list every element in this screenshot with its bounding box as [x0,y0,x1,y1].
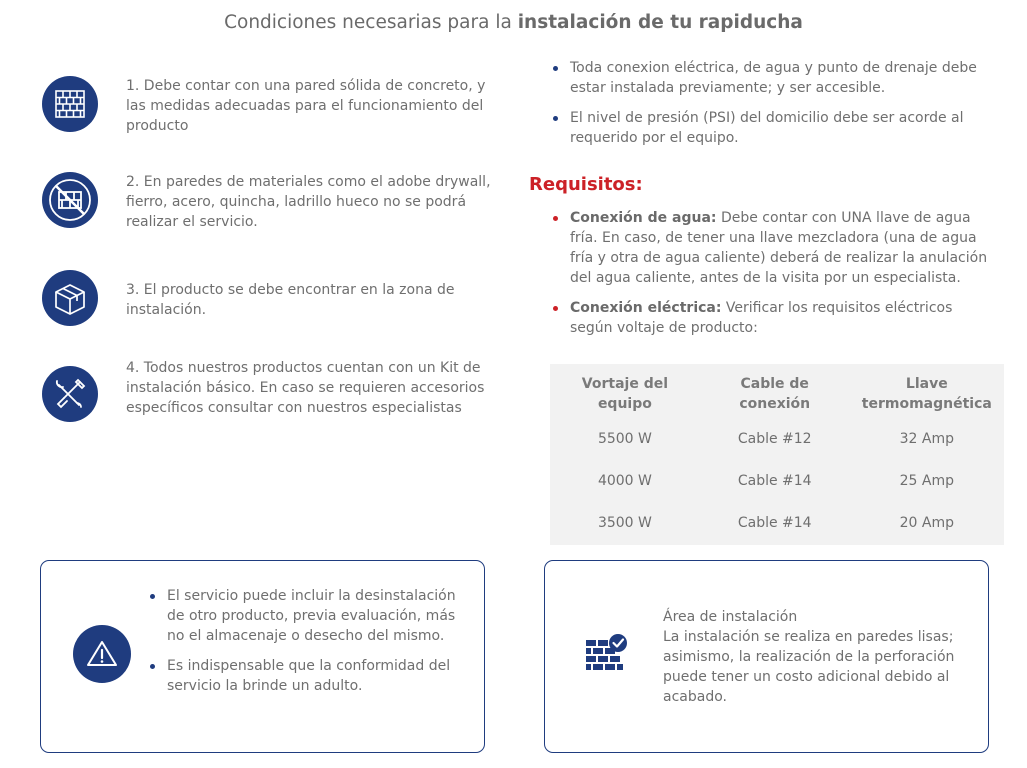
box-icon [42,270,98,326]
list-item: El nivel de presión (PSI) del domicilio debe ser acorde al requerido por el equipo. [553,108,993,148]
page-title-bold: instalación de tu rapiducha [517,12,803,33]
requirements-title: Requisitos: [529,174,643,195]
installation-area-box [544,560,989,753]
table-cell: 5500 W [597,431,652,447]
table-header: Cable de conexión [739,376,811,412]
table-cell: Cable #14 [737,473,812,489]
table-cell: 4000 W [597,473,652,489]
table-cell: Cable #14 [737,515,812,531]
area-text: La instalación se realiza en paredes lisas; asimismo, la realización de la perforación puede tener un costo adicional debido al acabado. [663,629,955,705]
table-cell: 32 Amp [899,431,954,447]
requirement-label: Conexión de agua: [570,210,717,226]
requirement-text: Debe contar con UNA llave de agua fría. En caso, de tener una llave mezcladora (una de agua fría y otra de agua caliente) deberá de realizar la anulación del agua caliente, antes de la visita por un especialista. [570,210,988,286]
table-cell: 3500 W [597,515,652,531]
condition-text: 3. El producto se debe encontrar en la zona de instalación. [126,282,455,318]
electrical-requirements-table [550,364,1004,545]
condition-text: 4. Todos nuestros productos cuentan con un Kit de instalación básico. En caso se requieren accesorios específicos consultar con nuestros especialistas [126,360,485,416]
warning-icon [73,625,131,683]
list-item: Toda conexion eléctrica, de agua y punto de drenaje debe estar instalada previamente; y ser accesible. [553,58,993,98]
list-item: El servicio puede incluir la desinstalación de otro producto, previa evaluación, más no el almacenaje o desecho del mismo. [150,586,460,646]
table-header: Vortaje del equipo [581,376,669,412]
condition-item-2 [42,172,512,232]
condition-item-3 [42,270,512,330]
list-item [553,208,993,288]
page-title [0,12,1027,33]
table-cell: 25 Amp [899,473,954,489]
table-row [550,460,1004,502]
condition-text: 2. En paredes de materiales como el adobe drywall, fierro, acero, quincha, ladrillo hueco no se podrá realizar el servicio. [126,174,491,230]
brick-wall-icon [42,76,98,132]
table-cell: 20 Amp [899,515,954,531]
notice-box [40,560,485,753]
tools-icon [42,366,98,422]
no-brick-wall-icon [42,172,98,228]
table-header: Llave termomagnética [861,376,992,412]
notice-list [150,586,460,696]
condition-item-1 [42,76,512,136]
requirements-list [553,208,993,338]
table-row [550,418,1004,460]
table-cell: Cable #12 [737,431,812,447]
brick-wall-check-icon [585,631,633,679]
list-item [553,298,993,338]
condition-text: 1. Debe contar con una pared sólida de concreto, y las medidas adecuadas para el funcionamiento del producto [126,78,486,134]
page-title-prefix: Condiciones necesarias para la [224,12,518,33]
requirement-text: Verificar los requisitos eléctricos según voltaje de producto: [570,300,953,336]
area-title: Área de instalación [663,609,798,625]
connection-bullets [553,58,993,148]
area-info [663,607,973,707]
requirement-label: Conexión eléctrica: [570,300,722,316]
table-header-row [550,364,1004,418]
list-item: Es indispensable que la conformidad del servicio la brinde un adulto. [150,656,460,696]
table-row [550,502,1004,544]
condition-item-4 [42,360,512,446]
